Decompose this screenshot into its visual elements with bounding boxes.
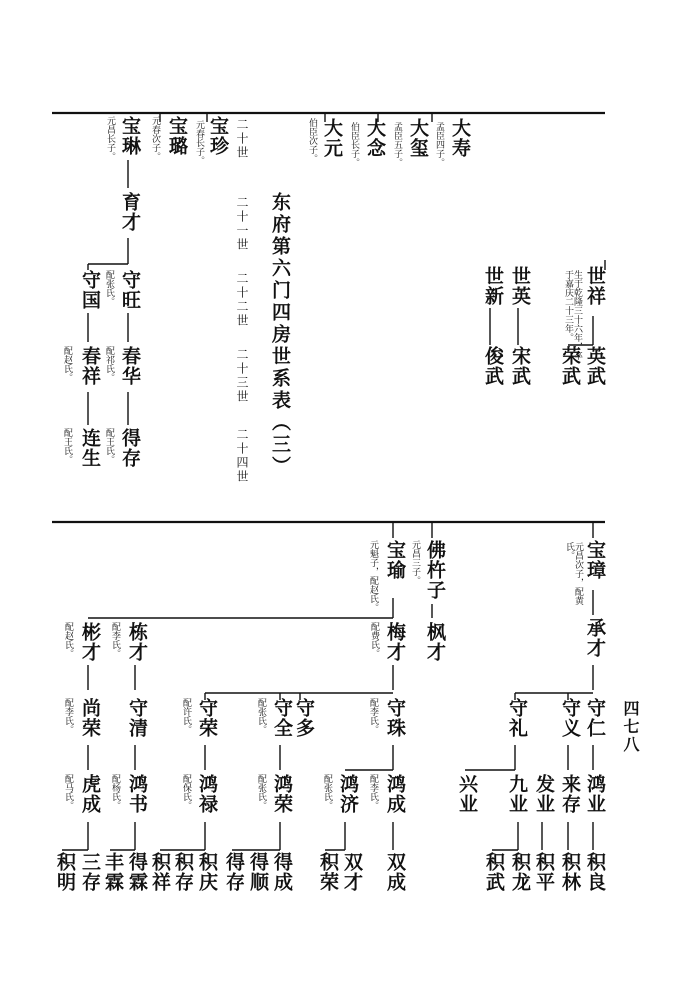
person-name: 春华 (119, 346, 141, 386)
person-name: 宝瑜 (384, 540, 406, 580)
person-name: 大念 (364, 118, 386, 158)
person-note: 伯臣次子。 (307, 118, 317, 163)
person-name: 积庆 (196, 852, 218, 892)
person-name: 守全 (271, 698, 293, 738)
person-note: 孟臣四子。 (434, 122, 444, 167)
person-name: 英武 (584, 346, 606, 386)
person-name: 丰霖 (102, 852, 124, 892)
person-name: 虎成 (79, 774, 101, 814)
person-name: 九业 (506, 774, 528, 814)
person-name: 大寿 (449, 118, 471, 158)
generation-label: 二十世 (235, 118, 249, 160)
person-name: 鸿禄 (196, 774, 218, 814)
page-title: 东府第六门四房世系表（三） (269, 192, 291, 478)
person-name: 连生 (79, 428, 101, 468)
person-note: 配李氏。 (368, 774, 378, 810)
person-name: 鸿业 (584, 774, 606, 814)
person-name: 大元 (321, 118, 343, 158)
person-name: 积祥 (149, 852, 171, 892)
person-name: 鸿济 (337, 774, 359, 814)
person-name: 梅才 (384, 622, 406, 662)
person-note: 元昌长子。 (105, 116, 115, 161)
person-name: 守清 (126, 698, 148, 738)
person-name: 发业 (533, 774, 555, 814)
generation-label: 二十三世 (235, 348, 249, 404)
person-name: 积武 (483, 852, 505, 892)
person-note: 配保氏。 (181, 774, 191, 810)
person-name: 鸿成 (384, 774, 406, 814)
person-name: 守珠 (384, 698, 406, 738)
person-name: 双才 (341, 852, 363, 892)
person-name: 彬才 (79, 622, 101, 662)
person-note: 配赵氏。 (62, 346, 72, 382)
person-name: 积平 (533, 852, 555, 892)
person-note: 配马氏。 (63, 774, 73, 810)
person-name: 积存 (172, 852, 194, 892)
person-note: 配张氏。 (322, 774, 332, 810)
person-note: 孟臣五子。 (392, 122, 402, 167)
person-name: 得成 (271, 852, 293, 892)
person-name: 承才 (584, 618, 606, 658)
person-name: 双成 (384, 852, 406, 892)
person-name: 佛杵子 (424, 540, 446, 600)
person-name: 积荣 (317, 852, 339, 892)
generation-label: 二十四世 (235, 428, 249, 484)
person-name: 枫才 (424, 622, 446, 662)
person-name: 积林 (559, 852, 581, 892)
person-name: 兴业 (456, 774, 478, 814)
person-note: 元昌三子。 (410, 540, 420, 585)
person-note: 配费氏。 (369, 622, 379, 658)
person-note: 配李氏。 (63, 698, 73, 734)
person-note: 配赵氏。 (63, 622, 73, 658)
person-note: 配张氏。 (104, 270, 114, 306)
person-name: 宝璐 (166, 116, 188, 156)
person-name: 守国 (79, 270, 101, 310)
person-name: 守旺 (119, 270, 141, 310)
person-name: 守礼 (506, 698, 528, 738)
person-name: 守荣 (196, 698, 218, 738)
person-name: 荣武 (559, 346, 581, 386)
page-number: 四七八 (621, 700, 640, 754)
person-note: 配祁氏。 (104, 346, 114, 382)
person-name: 宝琳 (119, 116, 141, 156)
person-note: 元春次子。 (150, 116, 160, 161)
person-name: 世祥 (584, 266, 606, 306)
person-note: 伯臣长子。 (349, 122, 359, 167)
person-note: 配杨氏。 (110, 774, 120, 810)
person-name: 育才 (119, 192, 141, 232)
person-name: 得霖 (126, 852, 148, 892)
person-note: 元昌次子，配黄氏。 (564, 542, 583, 605)
person-note: 配张氏。 (256, 698, 266, 734)
person-note: 元魁子，配赵氏。 (368, 540, 378, 612)
person-note: 配李氏。 (368, 698, 378, 734)
person-name: 尚荣 (79, 698, 101, 738)
person-name: 鸿书 (126, 774, 148, 814)
person-name: 守仁 (584, 698, 606, 738)
person-note: 配张氏。 (256, 774, 266, 810)
person-name: 得存 (119, 428, 141, 468)
person-name: 鸿荣 (271, 774, 293, 814)
person-note: 生于乾隆三十六年，卒于嘉庆二十三年。 (563, 270, 582, 360)
person-note: 配李氏。 (110, 622, 120, 658)
person-name: 宝珍 (207, 116, 229, 156)
person-name: 世新 (482, 266, 504, 306)
person-note: 元春长子。 (194, 120, 204, 165)
person-name: 积龙 (509, 852, 531, 892)
person-name: 栋才 (126, 622, 148, 662)
person-name: 积良 (584, 852, 606, 892)
person-note: 配王氏。 (62, 428, 72, 464)
person-name: 来存 (559, 774, 581, 814)
person-name: 守多 (293, 698, 315, 738)
person-name: 得存 (223, 852, 245, 892)
person-name: 积明 (54, 852, 76, 892)
person-note: 配许氏。 (181, 698, 191, 734)
generation-label: 二十二世 (235, 272, 249, 328)
person-name: 守义 (559, 698, 581, 738)
person-name: 宋武 (509, 346, 531, 386)
person-name: 春祥 (79, 346, 101, 386)
person-name: 俊武 (482, 346, 504, 386)
person-name: 得顺 (247, 852, 269, 892)
person-name: 大玺 (407, 118, 429, 158)
person-name: 世英 (509, 266, 531, 306)
person-name: 三存 (79, 852, 101, 892)
generation-label: 二十一世 (235, 196, 249, 252)
person-name: 宝璋 (584, 540, 606, 580)
person-note: 配王氏。 (104, 428, 114, 464)
